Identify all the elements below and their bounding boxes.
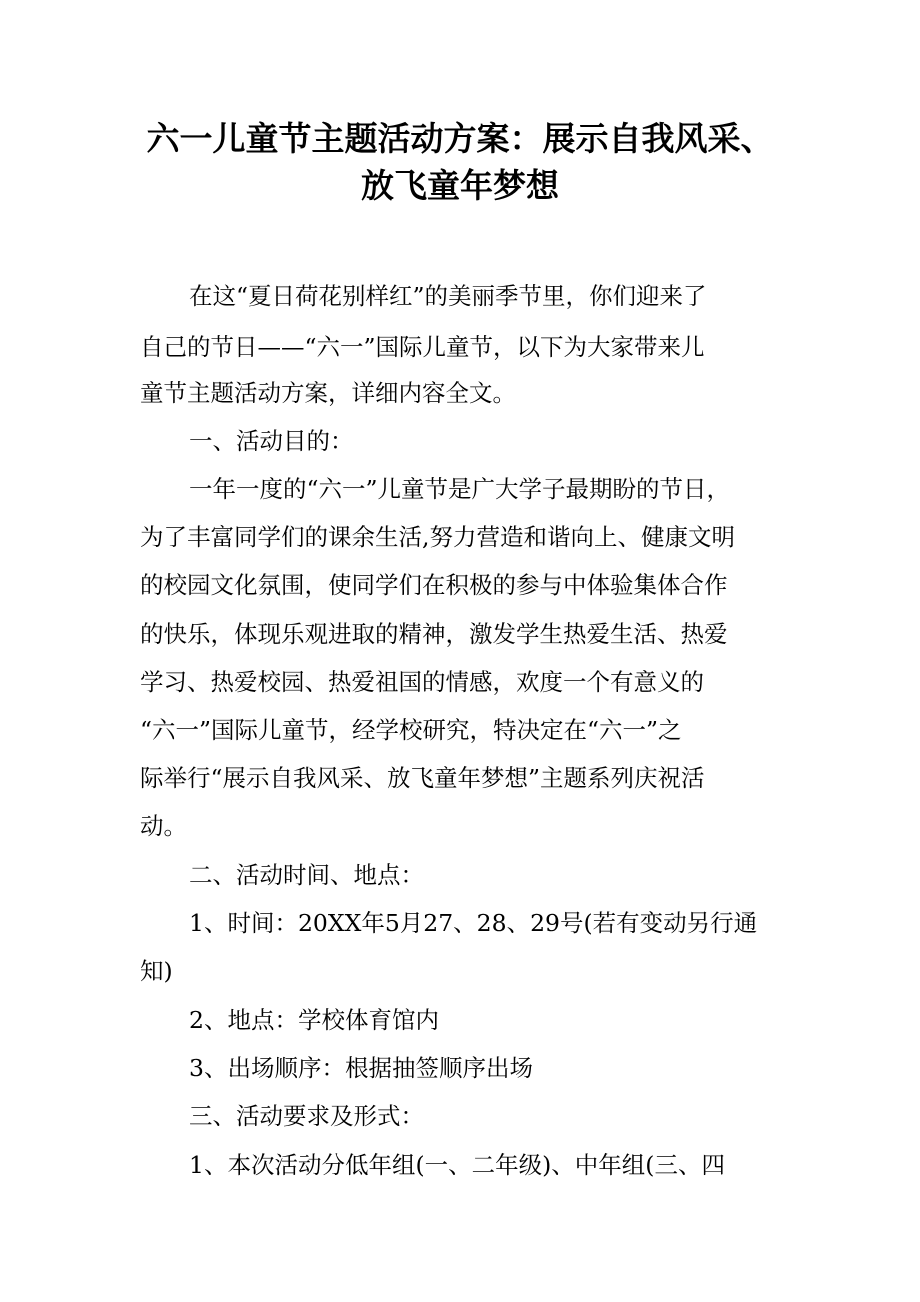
body-line: 知) [140, 957, 173, 985]
body-line: 自己的节日——“六一”国际儿童节，以下为大家带来儿 [140, 333, 705, 361]
body-line: 1、本次活动分低年组(一、二年级)、中年组(三、四 [189, 1151, 725, 1179]
section-heading: 一、活动目的： [189, 427, 354, 455]
body-line: 在这“夏日荷花别样红”的美丽季节里，你们迎来了 [189, 282, 707, 310]
body-line: 3、出场顺序：根据抽签顺序出场 [189, 1054, 533, 1082]
body-line: 童节主题活动方案，详细内容全文。 [140, 379, 516, 407]
document-title-line-1: 六一儿童节主题活动方案：展示自我风采、 [146, 119, 774, 158]
body-line: 的校园文化氛围，使同学们在积极的参与中体验集体合作 [140, 571, 728, 599]
body-line: 1、时间：20XX年5月27、28、29号(若有变动另行通 [189, 909, 758, 937]
body-line: 动。 [140, 812, 187, 840]
body-line: 际举行“展示自我风采、放飞童年梦想”主题系列庆祝活 [140, 764, 705, 792]
body-line: 为了丰富同学们的课余生活,努力营造和谐向上、健康文明 [140, 523, 735, 551]
body-line: 学习、热爱校园、热爱祖国的情感，欢度一个有意义的 [140, 668, 704, 696]
body-line: 的快乐，体现乐观进取的精神，激发学生热爱生活、热爱 [140, 620, 728, 648]
body-line: 2、地点：学校体育馆内 [189, 1006, 439, 1034]
section-heading: 三、活动要求及形式： [189, 1102, 424, 1130]
document-title-line-2: 放飞童年梦想 [361, 166, 559, 205]
body-line: 一年一度的“六一”儿童节是广大学子最期盼的节日， [189, 475, 731, 503]
body-line: “六一”国际儿童节，经学校研究，特决定在“六一”之 [140, 716, 682, 744]
section-heading: 二、活动时间、地点： [189, 861, 424, 889]
